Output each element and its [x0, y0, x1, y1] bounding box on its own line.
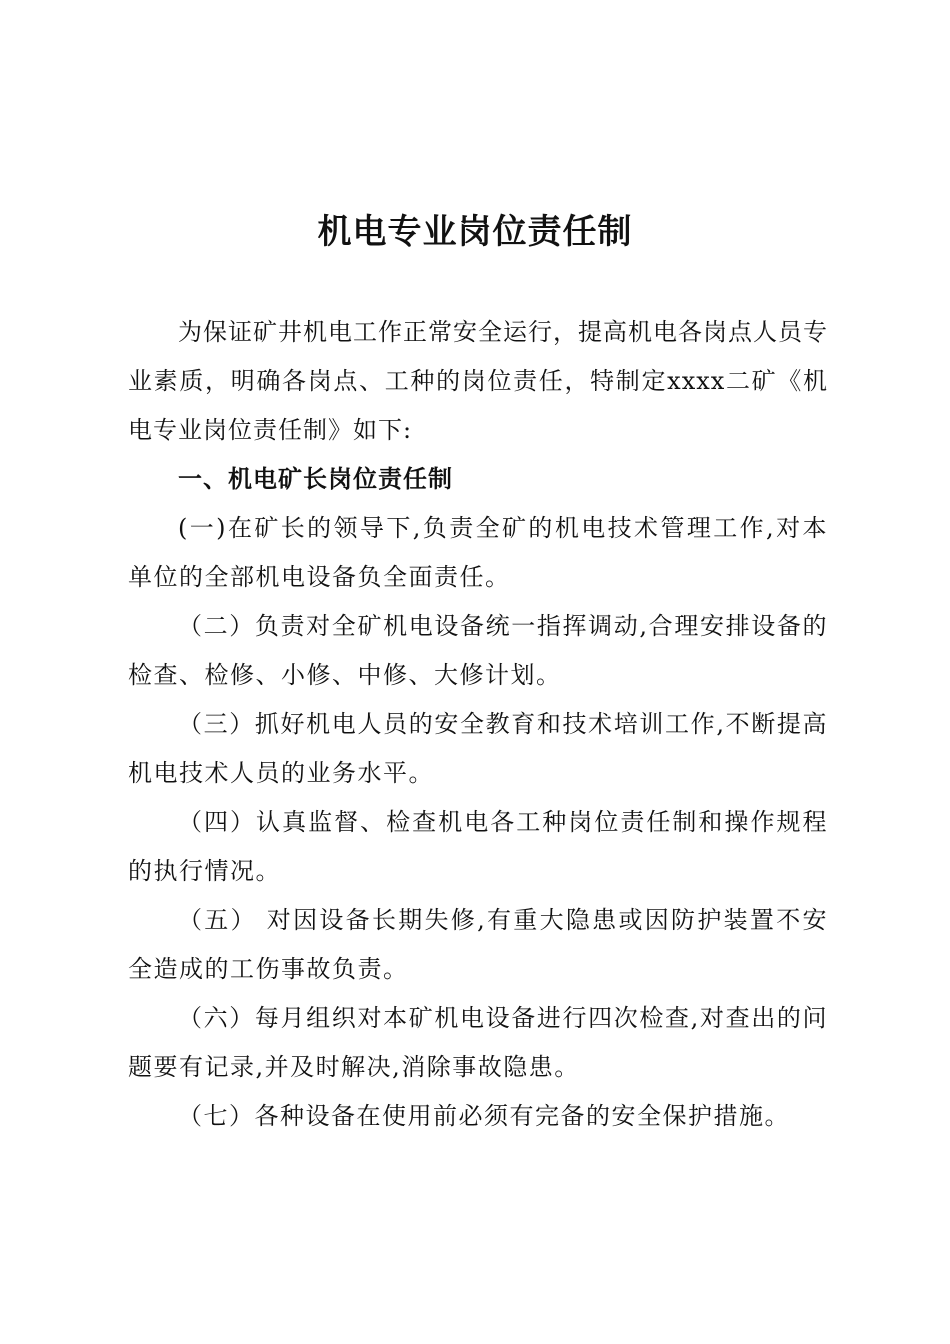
list-item: （三）抓好机电人员的安全教育和技术培训工作,不断提高机电技术人员的业务水平。 — [128, 710, 828, 787]
section-heading: 一、机电矿长岗位责任制 — [178, 465, 453, 493]
document-title: 机电专业岗位责任制 — [317, 212, 633, 252]
list-item: （七）各种设备在使用前必须有完备的安全保护措施。 — [178, 1102, 790, 1130]
list-item: （二）负责对全矿机电设备统一指挥调动,合理安排设备的检查、检修、小修、中修、大修计划。 — [128, 612, 828, 689]
list-item: （四）认真监督、检查机电各工种岗位责任制和操作规程的执行情况。 — [128, 808, 828, 885]
list-item: （六）每月组织对本矿机电设备进行四次检查,对查出的问题要有记录,并及时解决,消除事故隐患。 — [128, 1004, 828, 1081]
intro-paragraph: 为保证矿井机电工作正常安全运行，提高机电各岗点人员专业素质，明确各岗点、工种的岗位责任，特制定xxxx二矿《机电专业岗位责任制》如下: — [128, 318, 828, 444]
list-item: （五） 对因设备长期失修,有重大隐患或因防护装置不安全造成的工伤事故负责。 — [128, 906, 828, 983]
document-body — [128, 308, 828, 1141]
list-item: (一)在矿长的领导下,负责全矿的机电技术管理工作,对本单位的全部机电设备负全面责任。 — [128, 514, 828, 591]
